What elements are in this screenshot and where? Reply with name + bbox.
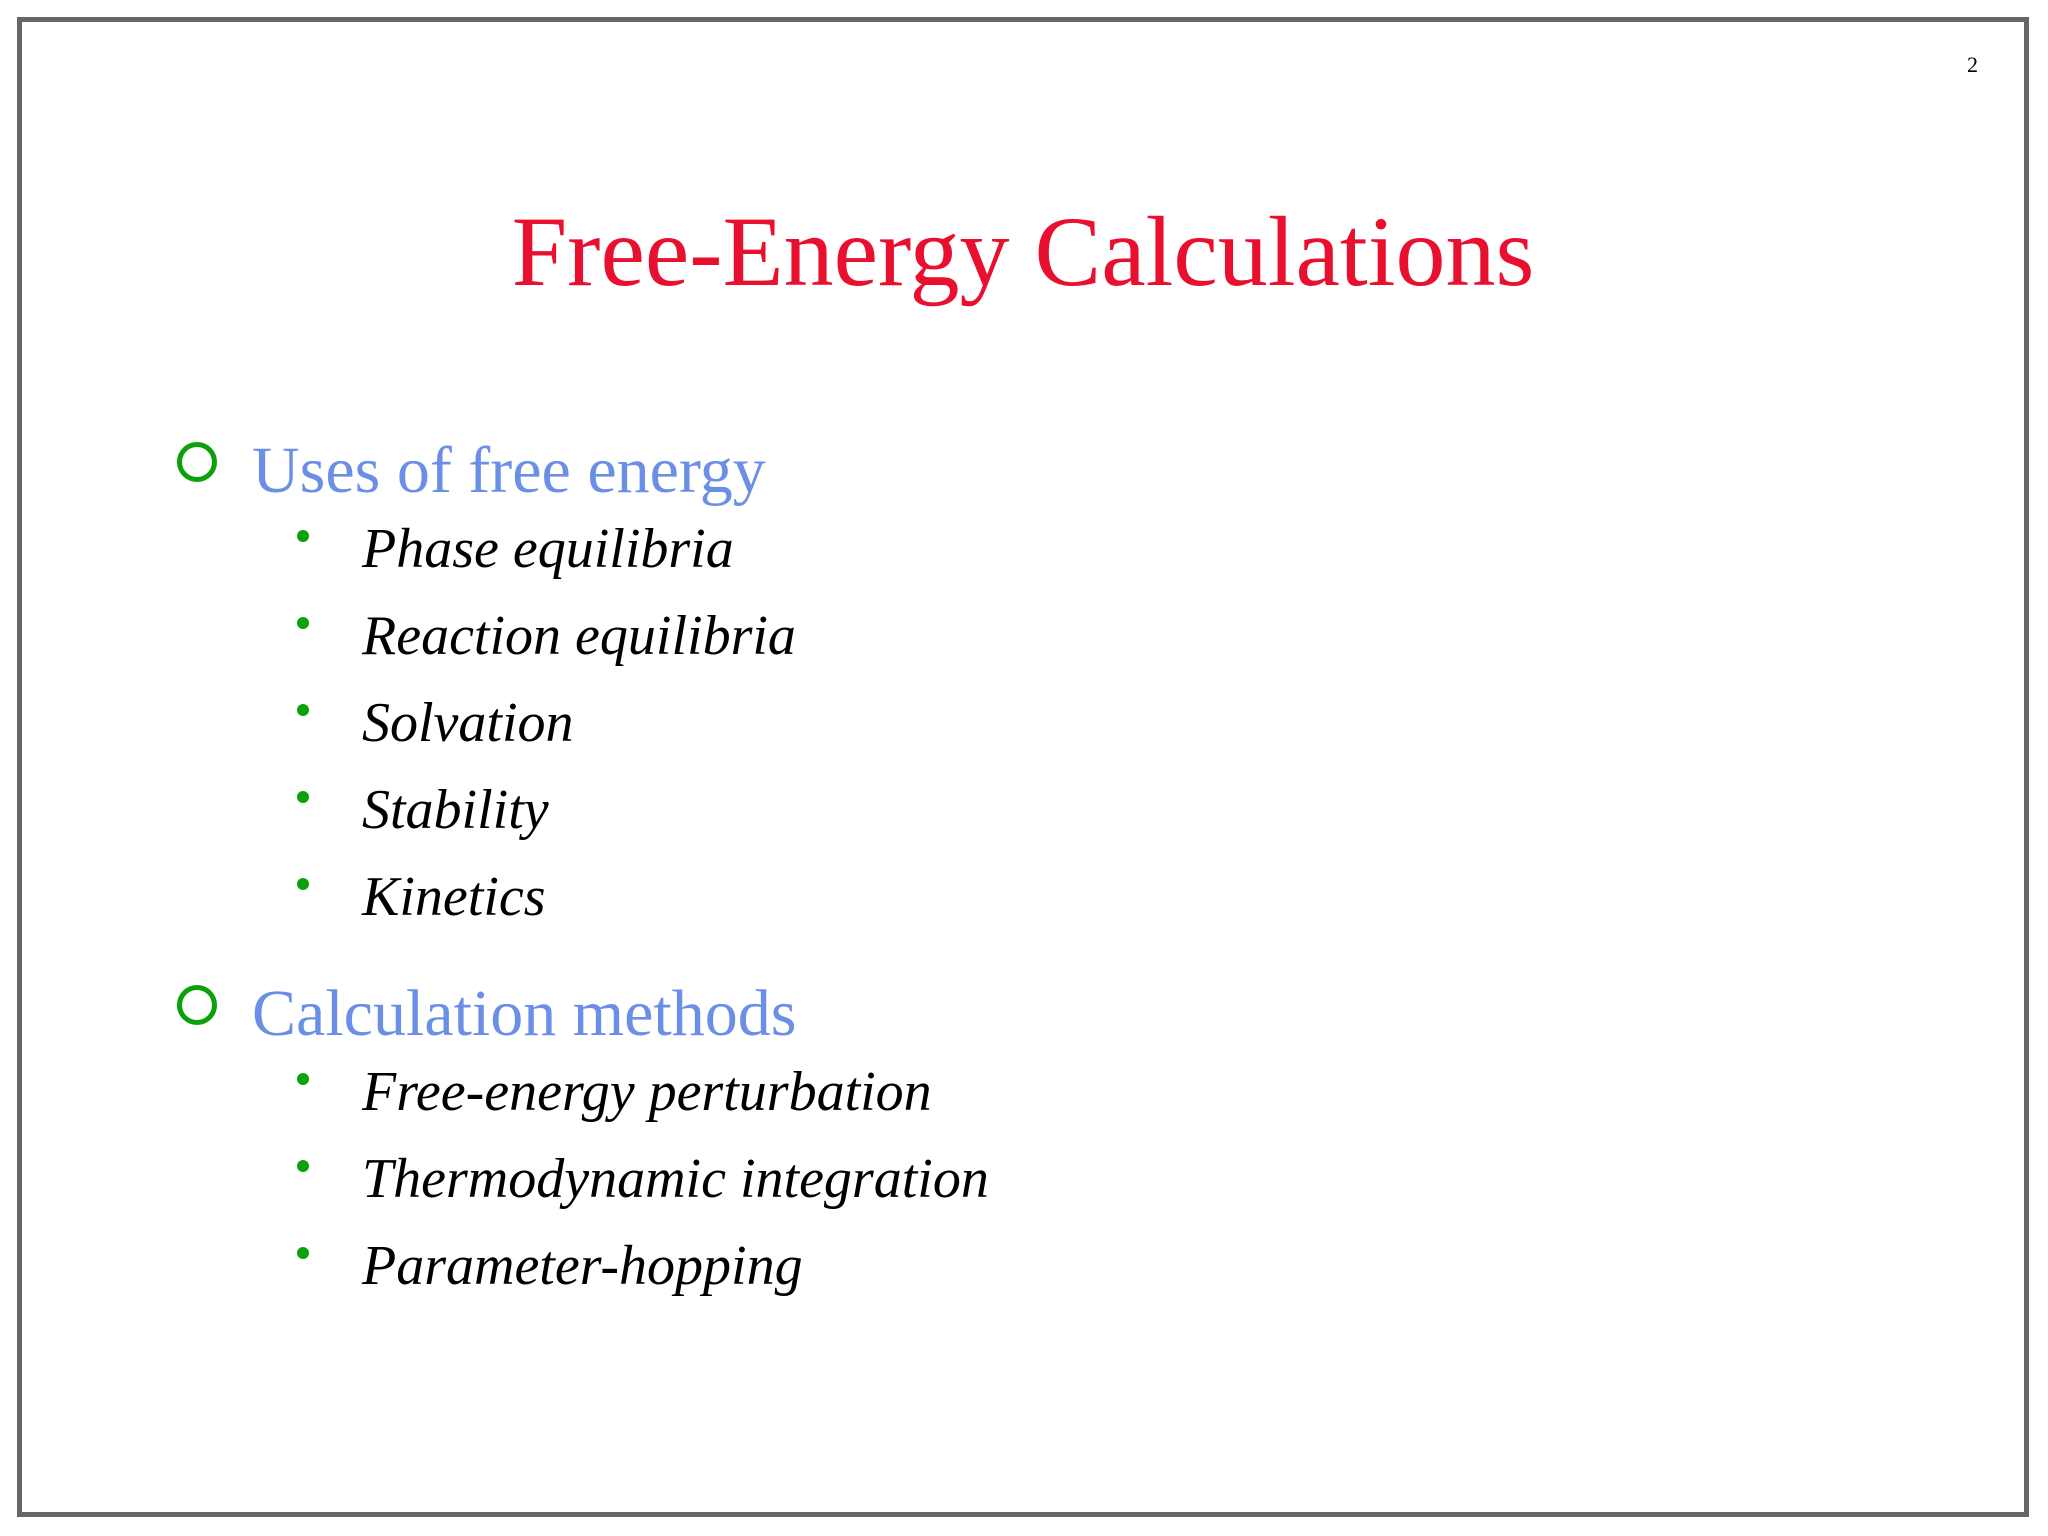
section-label: Calculation methods xyxy=(252,977,797,1050)
sub-list xyxy=(177,1061,2024,1322)
hollow-circle-bullet-icon xyxy=(177,985,217,1025)
list-item xyxy=(177,866,2024,953)
list-item-label: Parameter-hopping xyxy=(362,1235,803,1297)
section-heading xyxy=(177,432,2024,518)
dot-bullet-icon xyxy=(297,1160,309,1172)
list-item-label: Phase equilibria xyxy=(362,518,734,580)
section-heading xyxy=(177,975,2024,1061)
section-methods xyxy=(177,975,2024,1322)
dot-bullet-icon xyxy=(297,791,309,803)
section-label: Uses of free energy xyxy=(252,434,766,507)
list-item xyxy=(177,692,2024,779)
dot-bullet-icon xyxy=(297,704,309,716)
bullet-list xyxy=(177,432,2024,1344)
list-item-label: Thermodynamic integration xyxy=(362,1148,989,1210)
dot-bullet-icon xyxy=(297,1247,309,1259)
slide xyxy=(17,17,2029,1517)
hollow-circle-bullet-icon xyxy=(177,442,217,482)
list-item-label: Kinetics xyxy=(362,866,546,928)
sub-list xyxy=(177,518,2024,953)
list-item xyxy=(177,518,2024,605)
dot-bullet-icon xyxy=(297,617,309,629)
list-item xyxy=(177,1061,2024,1148)
list-item-label: Free-energy perturbation xyxy=(362,1061,932,1123)
list-item xyxy=(177,779,2024,866)
section-uses xyxy=(177,432,2024,953)
list-item xyxy=(177,605,2024,692)
list-item xyxy=(177,1148,2024,1235)
slide-title: Free-Energy Calculations xyxy=(511,196,1535,307)
dot-bullet-icon xyxy=(297,878,309,890)
list-item xyxy=(177,1235,2024,1322)
list-item-label: Stability xyxy=(362,779,549,841)
list-item-label: Reaction equilibria xyxy=(362,605,796,667)
dot-bullet-icon xyxy=(297,530,309,542)
dot-bullet-icon xyxy=(297,1073,309,1085)
list-item-label: Solvation xyxy=(362,692,574,754)
page-number: 2 xyxy=(1967,52,1978,77)
